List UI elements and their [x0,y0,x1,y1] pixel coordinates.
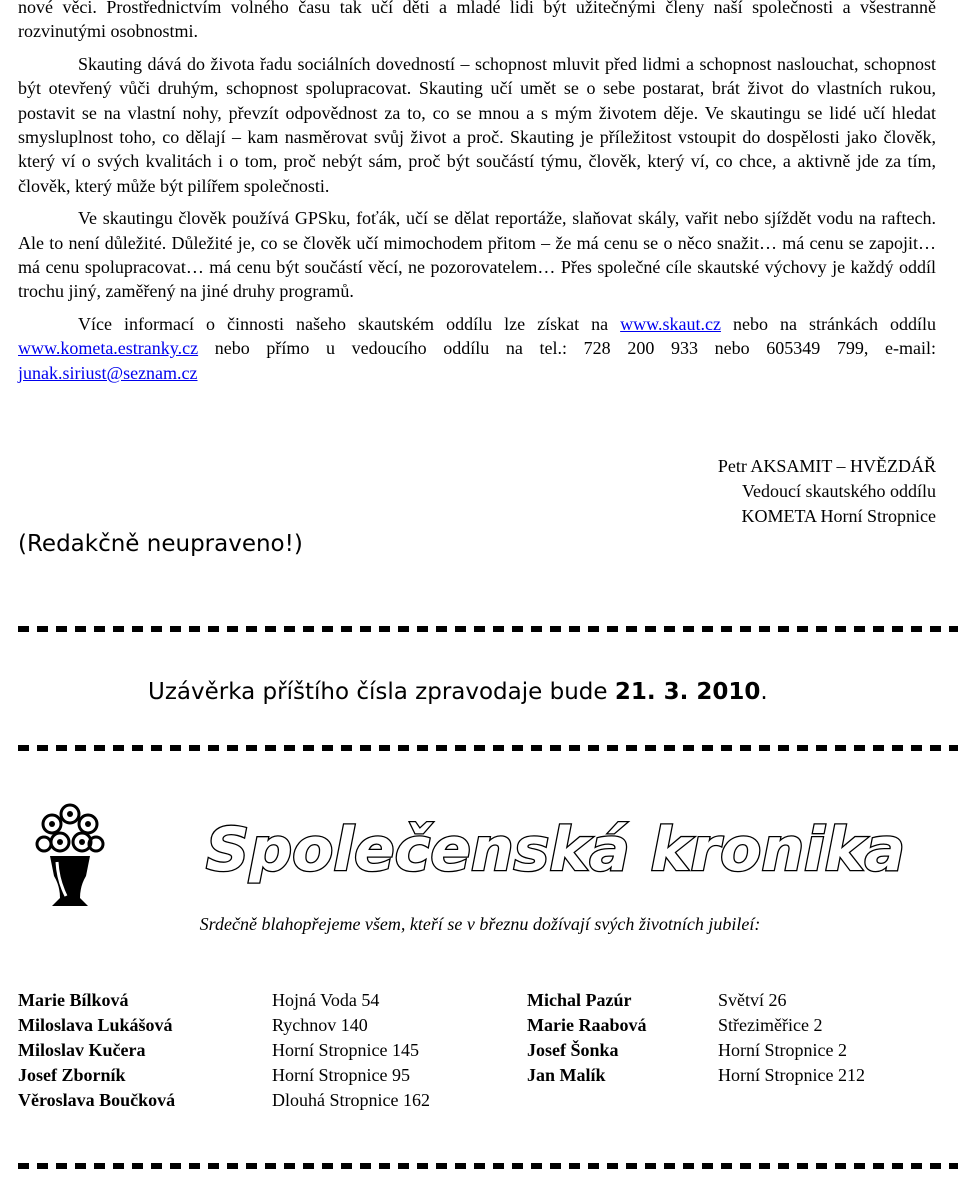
list-item [527,1063,865,1088]
person-name: Věroslava Boučková [18,1090,176,1110]
deadline-date: 21. 3. 2010 [614,679,761,705]
list-item [527,988,865,1013]
paragraph-contact [18,312,936,385]
list-item [18,1038,430,1063]
contact-text-a: Více informací o činnosti našeho skautském oddílu lze získat na [78,313,621,334]
person-address: Dlouhá Stropnice 162 [272,1090,430,1110]
kronika-heading [200,808,905,888]
jubilee-list-left [18,988,430,1113]
dashed-divider [18,626,958,632]
person-name: Miloslav Kučera [18,1040,146,1060]
person-name: Miloslava Lukášová [18,1015,173,1035]
person-address: Střeziměřice 2 [718,1015,823,1035]
signature-org: KOMETA Horní Stropnice [741,506,936,526]
contact-text-c: nebo přímo u vedoucího oddílu na tel.: 728 200 933 nebo 605349 799, e-mail: [198,338,936,359]
person-name: Michal Pazúr [527,990,632,1010]
person-address: Světví 26 [718,990,787,1010]
person-name: Marie Bílková [18,990,129,1010]
person-name: Jan Malík [527,1065,606,1085]
list-item [527,1013,865,1038]
list-item [18,1013,430,1038]
person-name: Josef Šonka [527,1040,619,1060]
person-name: Josef Zborník [18,1065,126,1085]
list-item [18,1088,430,1113]
jubilee-list-right [527,988,865,1088]
list-item [18,988,430,1013]
person-name: Marie Raabová [527,1015,647,1035]
dashed-divider [18,745,958,751]
person-address: Hojná Voda 54 [272,990,380,1010]
person-address: Horní Stropnice 212 [718,1065,865,1085]
paragraph-intro: nové věci. Prostřednictvím volného času tak učí děti a mladé lidi být užitečnými členy naší společnosti a všestranně rozvinutými osobnostmi. [18,0,936,42]
link-kometa[interactable]: www.kometa.estranky.cz [18,338,199,359]
paragraph-skills: Skauting dává do života řadu sociálních dovedností – schopnost mluvit před lidmi a schopnost naslouchat, schopnost být otevřený vůči druhým, schopnost spolupracovat. Skauting učí umět se o sebe postarat, brát život do vlastních rukou, postavit se na vlastní nohy, převzít odpovědnost za to, co se mnou a s mým životem děje. Ve skautingu se lidé učí hledat smysluplnost toho, co dělají – kam nasměrovat svůj život a proč. Skauting je příležitost vstoupit do dospělosti jako člověk, který ví o svých kvalitách i o tom, proč nebýt sám, proč být součástí týmu, člověk, který ví, co chce, a aktivně jde za tím, člověk, který může být pilířem společnosti. [18,53,936,196]
signature-block [718,454,936,529]
list-item [18,1063,430,1088]
kronika-title-text: Společenská kronika [206,815,905,885]
person-address: Horní Stropnice 2 [718,1040,847,1060]
dashed-divider [18,1163,958,1169]
link-skaut[interactable]: www.skaut.cz [620,313,721,334]
list-item [527,1038,865,1063]
signature-role: Vedoucí skautského oddílu [742,481,936,501]
deadline-end: . [760,679,768,705]
link-email[interactable]: junak.siriust@seznam.cz [18,362,198,383]
deadline-text: Uzávěrka příštího čísla zpravodaje bude [148,679,615,705]
editor-note: (Redakčně neupraveno!) [18,531,303,557]
signature-name: Petr AKSAMIT – HVĚZDÁŘ [717,456,936,476]
contact-text-b: nebo na stránkách oddílu [720,313,937,334]
article-body [18,0,936,385]
deadline-notice [148,679,768,705]
person-address: Horní Stropnice 145 [272,1040,419,1060]
paragraph-activities: Ve skautingu člověk používá GPSku, foťák, učí se dělat reportáže, slaňovat skály, vařit nebo sjíždět vodu na raftech. Ale to není důležité. Důležité je, co se člověk učí mimochodem přitom – že má cenu se o něco snažit… má cenu se zapojit… má cenu spolupracovat… má cenu být součástí věcí, ne pozorovatelem… Přes společné cíle skautské výchovy je každý oddíl trochu jiný, zaměřený na jiné druhy programů. [18,208,936,302]
congratulations-line: Srdečně blahopřejeme všem, kteří se v březnu dožívají svých životních jubileí: [199,914,761,934]
flower-vase-icon [30,800,110,910]
person-address: Horní Stropnice 95 [272,1065,410,1085]
person-address: Rychnov 140 [272,1015,368,1035]
